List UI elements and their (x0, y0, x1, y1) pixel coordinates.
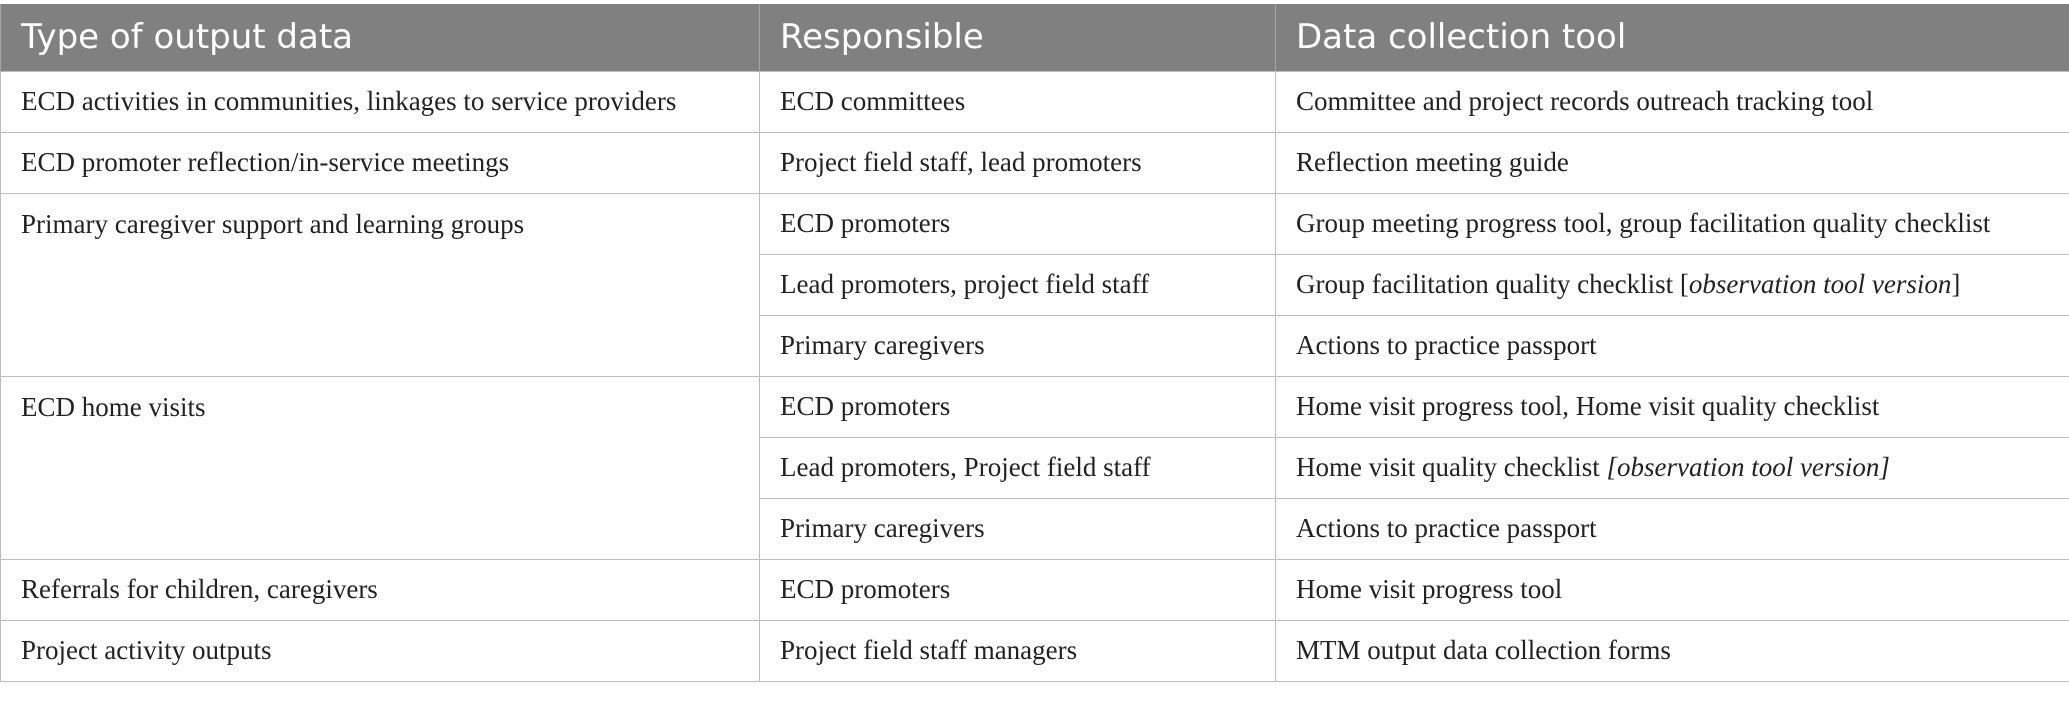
type-cell: ECD activities in communities, linkages to service providers (1, 71, 760, 132)
tool-cell (1276, 254, 2069, 315)
type-cell: Referrals for children, caregivers (1, 559, 760, 620)
tool-text: Home visit progress tool, Home visit quality checklist (1296, 391, 1880, 421)
table-row (1, 376, 2069, 437)
responsible-cell: ECD promoters (760, 193, 1276, 254)
responsible-cell: Project field staff managers (760, 620, 1276, 681)
output-data-table-container (0, 4, 2069, 682)
tool-cell (1276, 71, 2069, 132)
table-body (1, 71, 2069, 681)
responsible-cell: Project field staff, lead promoters (760, 132, 1276, 193)
tool-text: Home visit progress tool (1296, 574, 1563, 604)
tool-text: Home visit quality checklist (1296, 452, 1607, 482)
tool-cell (1276, 376, 2069, 437)
tool-text: MTM output data collection forms (1296, 635, 1671, 665)
output-data-table (0, 4, 2069, 682)
tool-cell (1276, 193, 2069, 254)
tool-text: Group facilitation quality checklist [ (1296, 269, 1689, 299)
responsible-cell: Lead promoters, Project field staff (760, 437, 1276, 498)
header-responsible: Responsible (760, 4, 1276, 71)
tool-text: Committee and project records outreach tracking tool (1296, 86, 1874, 116)
table-row (1, 559, 2069, 620)
tool-cell (1276, 498, 2069, 559)
table-row (1, 620, 2069, 681)
type-cell: Primary caregiver support and learning groups (1, 193, 760, 376)
tool-text: Group meeting progress tool, group facilitation quality checklist (1296, 208, 1991, 238)
tool-cell (1276, 620, 2069, 681)
tool-cell (1276, 315, 2069, 376)
responsible-cell: ECD promoters (760, 559, 1276, 620)
type-cell: ECD promoter reflection/in-service meetings (1, 132, 760, 193)
table-row (1, 71, 2069, 132)
tool-italic-text: observation tool version (1688, 269, 1952, 299)
table-header (1, 4, 2069, 71)
responsible-cell: Lead promoters, project field staff (760, 254, 1276, 315)
tool-cell (1276, 559, 2069, 620)
responsible-cell: Primary caregivers (760, 315, 1276, 376)
tool-cell (1276, 132, 2069, 193)
table-row (1, 193, 2069, 254)
type-cell: ECD home visits (1, 376, 760, 559)
tool-text: Actions to practice passport (1296, 330, 1597, 360)
tool-italic-text: [observation tool version] (1606, 452, 1890, 482)
responsible-cell: ECD committees (760, 71, 1276, 132)
header-data-collection-tool: Data collection tool (1276, 4, 2069, 71)
tool-text: Reflection meeting guide (1296, 147, 1569, 177)
header-row (1, 4, 2069, 71)
tool-text: Actions to practice passport (1296, 513, 1597, 543)
header-type-of-output-data: Type of output data (1, 4, 760, 71)
tool-suffix-text: ] (1951, 269, 1961, 299)
tool-cell (1276, 437, 2069, 498)
type-cell: Project activity outputs (1, 620, 760, 681)
responsible-cell: ECD promoters (760, 376, 1276, 437)
responsible-cell: Primary caregivers (760, 498, 1276, 559)
table-row (1, 132, 2069, 193)
